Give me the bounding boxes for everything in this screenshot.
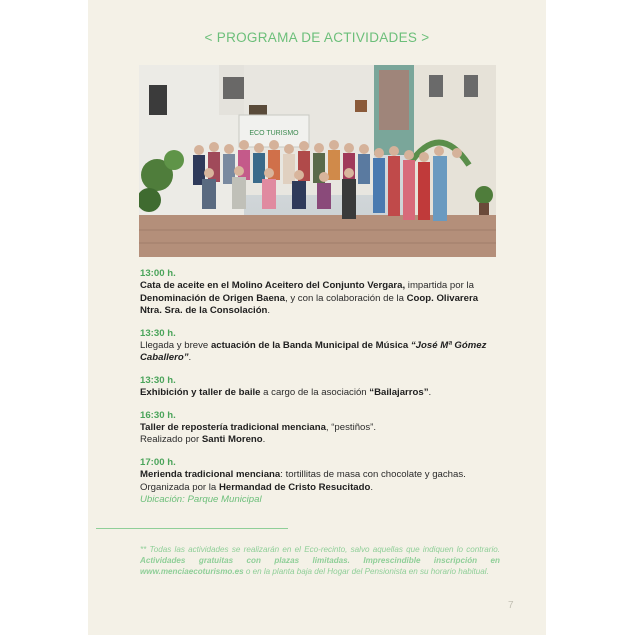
- activity-item: [140, 457, 500, 507]
- activity-title: Cata de aceite en el Molino Aceitero del Conjunto Vergara,: [140, 280, 406, 292]
- footnote-highlight: Actividades gratuitas con plazas limitadas. Imprescindible inscripción en www.menciaecoturismo.es: [140, 556, 500, 576]
- activity-text: , y con la colaboración de la: [285, 292, 407, 304]
- group-photo: [139, 65, 496, 257]
- activity-text: , “pestiños”.: [325, 422, 377, 434]
- activity-title: actuación de la Banda Municipal de Música: [210, 340, 409, 352]
- activity-location: Ubicación: Parque Municipal: [140, 494, 262, 506]
- activity-text: .: [370, 481, 374, 493]
- activity-org: Hermandad de Cristo Resucitado: [218, 481, 371, 493]
- activity-item: [140, 328, 500, 365]
- divider: [96, 528, 288, 529]
- activity-text: Organizada por la: [140, 481, 219, 493]
- section-heading: < PROGRAMA DE ACTIVIDADES >: [204, 30, 430, 45]
- activity-text: a cargo de la asociación: [260, 387, 370, 399]
- activity-title: Taller de repostería tradicional menciana: [140, 422, 326, 434]
- activity-time: 13:30 h.: [140, 327, 176, 339]
- activity-item: [140, 375, 500, 400]
- activity-item: [140, 268, 500, 318]
- activity-time: 17:00 h.: [140, 456, 176, 468]
- activity-text: impartida por la: [405, 280, 474, 292]
- activity-time: 16:30 h.: [140, 409, 176, 421]
- activity-org: Denominación de Origen Baena: [140, 292, 286, 304]
- page-number: 7: [508, 600, 514, 611]
- activity-text: Realizado por: [140, 434, 202, 446]
- sign-text: ECO TURISMO: [249, 130, 299, 137]
- activity-org: Coop. Olivarera Ntra. Sra. de la Consolación: [140, 292, 479, 317]
- activity-time: 13:00 h.: [140, 268, 176, 279]
- activity-list: [140, 268, 500, 517]
- footnote: [140, 544, 500, 577]
- brochure-page: [88, 0, 546, 635]
- group-photo-illustration: [139, 65, 496, 257]
- activity-time: 13:30 h.: [140, 374, 176, 386]
- activity-text: .: [267, 305, 271, 317]
- activity-org: Santi Moreno: [201, 434, 263, 446]
- activity-band-name: “José Mª Gómez Caballero”: [140, 340, 487, 364]
- footnote-text: ** Todas las actividades se realizarán en el Eco-recinto, salvo aquellas que indiquen lo contrario.: [140, 545, 500, 554]
- footnote-text: o en la planta baja del Hogar del Pensionista en su horario habitual.: [243, 567, 489, 576]
- activity-item: [140, 410, 500, 447]
- activity-text: .: [262, 434, 266, 446]
- activity-title: Exhibición y taller de baile: [140, 387, 261, 399]
- activity-text: .: [188, 352, 192, 364]
- activity-title: Merienda tradicional menciana: [140, 469, 281, 481]
- activity-text: .: [428, 387, 432, 399]
- activity-text: : tortillitas de masa con chocolate y gachas.: [280, 469, 466, 481]
- activity-text: Llegada y breve: [140, 340, 211, 352]
- activity-org: “Bailajarros”: [369, 387, 429, 399]
